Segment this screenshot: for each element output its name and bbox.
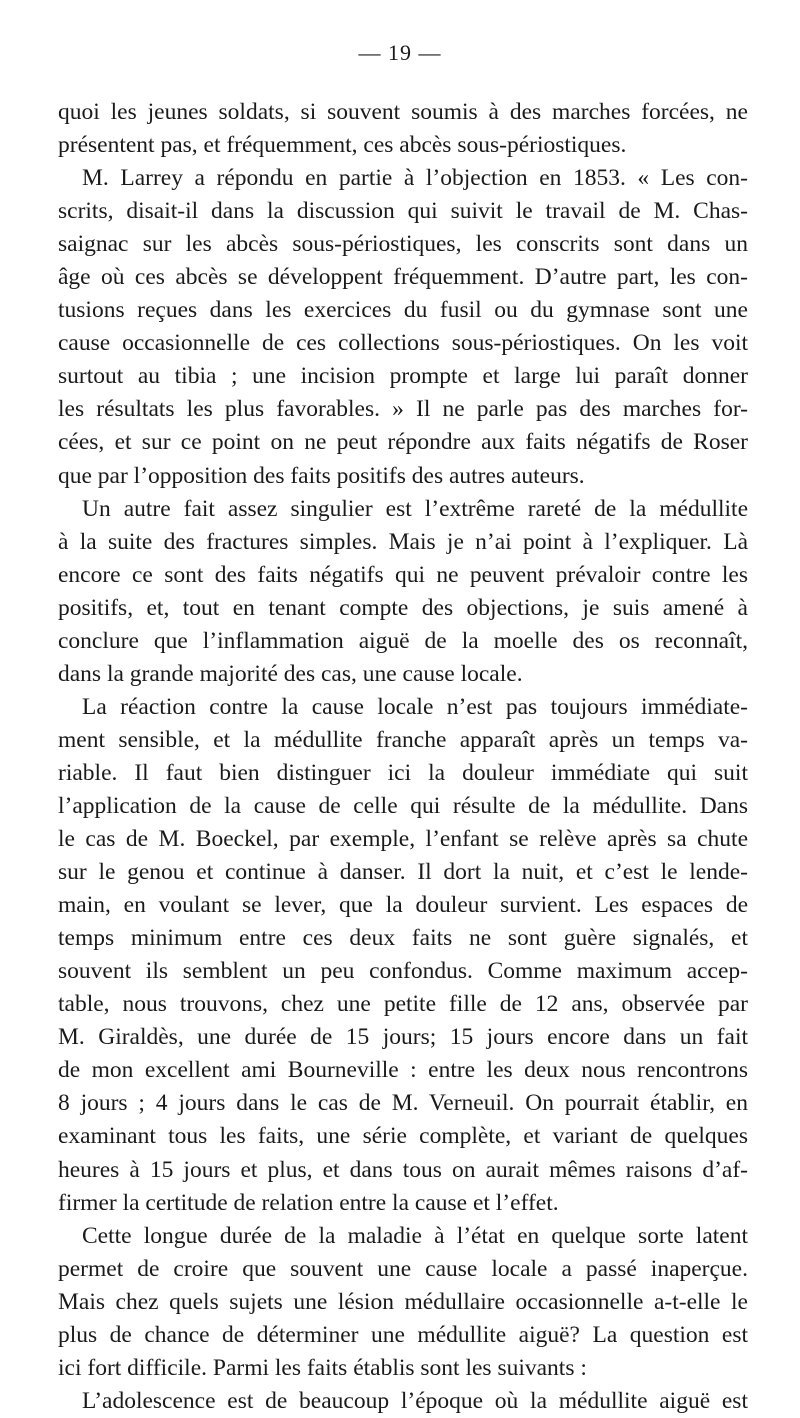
text-line: cées, et sur ce point on ne peut répondre aux faits négatifs de Roser — [58, 429, 748, 456]
text-line: ici fort difficile. Parmi les faits établis sont les suivants : — [58, 1354, 587, 1381]
text-line: 8 jours ; 4 jours dans le cas de M. Verneuil. On pourrait établir, en — [58, 1090, 748, 1117]
text-line: encore ce sont des faits négatifs qui ne peuvent prévaloir contre les — [58, 561, 748, 588]
text-line: à la suite des fractures simples. Mais je n’ai point à l’expliquer. Là — [58, 528, 748, 555]
text-line: Un autre fait assez singulier est l’extrême rareté de la médullite — [82, 495, 748, 522]
text-line: permet de croire que souvent une cause locale a passé inaperçue. — [58, 1255, 748, 1282]
text-line: firmer la certitude de relation entre la cause et l’effet. — [58, 1189, 559, 1216]
text-line: de mon excellent ami Bourneville : entre les deux nous rencontrons — [58, 1057, 748, 1084]
text-line: scrits, disait-il dans la discussion qui suivit le travail de M. Chas- — [58, 198, 748, 225]
page-number: — 19 — — [358, 40, 442, 65]
text-line: M. Larrey a répondu en partie à l’objection en 1853. « Les con- — [82, 165, 748, 192]
text-line: cause occasionnelle de ces collections sous-périostiques. On les voit — [58, 330, 748, 357]
text-line: quoi les jeunes soldats, si souvent soumis à des marches forcées, ne — [58, 99, 748, 125]
text-line: que par l’opposition des faits positifs des autres auteurs. — [58, 462, 585, 489]
text-line: âge où ces abcès se développent fréquemment. D’autre part, les con- — [58, 264, 748, 291]
text-line: surtout au tibia ; une incision prompte et large lui paraît donner — [58, 363, 748, 390]
text-line: ment sensible, et la médullite franche apparaît après un temps va- — [58, 726, 748, 753]
text-line: saignac sur les abcès sous-périostiques, les conscrits sont dans un — [58, 231, 748, 258]
text-line: table, nous trouvons, chez une petite fille de 12 ans, observée par — [58, 991, 748, 1018]
text-line: M. Giraldès, une durée de 15 jours; 15 jours encore dans un fait — [58, 1024, 748, 1051]
text-line: souvent ils semblent un peu confondus. Comme maximum accep- — [58, 958, 748, 985]
text-line: tusions reçues dans les exercices du fusil ou du gymnase sont une — [58, 297, 748, 324]
text-line: examinant tous les faits, une série complète, et variant de quelques — [58, 1123, 748, 1150]
text-line: l’application de la cause de celle qui résulte de la médullite. Dans — [58, 792, 748, 819]
text-line: Cette longue durée de la maladie à l’état en quelque sorte latent — [82, 1222, 748, 1249]
text-line: temps minimum entre ces deux faits ne sont guère signalés, et — [58, 925, 748, 952]
text-line: main, en voulant se lever, que la douleur survient. Les espaces de — [58, 892, 748, 919]
text-line: présentent pas, et fréquemment, ces abcès sous-périostiques. — [58, 132, 627, 159]
text-line: plus de chance de déterminer une médullite aiguë? La question est — [58, 1321, 748, 1348]
text-line: sur le genou et continue à danser. Il dort la nuit, et c’est le lende- — [58, 859, 748, 886]
text-line: positifs, et, tout en tenant compte des objections, je suis amené à — [58, 594, 748, 621]
text-line: L’adolescence est de beaucoup l’époque où la médullite aiguë est — [82, 1387, 748, 1414]
text-line: riable. Il faut bien distinguer ici la douleur immédiate qui suit — [58, 759, 748, 786]
text-line: Mais chez quels sujets une lésion médullaire occasionnelle a-t-elle le — [58, 1288, 748, 1315]
text-line: le cas de M. Boeckel, par exemple, l’enfant se relève après sa chute — [58, 826, 748, 853]
body-text — [58, 96, 748, 1418]
text-line: les résultats les plus favorables. » Il ne parle pas des marches for- — [58, 396, 748, 423]
text-line: La réaction contre la cause locale n’est pas toujours immédiate- — [82, 693, 748, 720]
text-line: heures à 15 jours et plus, et dans tous on aurait mêmes raisons d’af- — [58, 1156, 748, 1183]
text-line: dans la grande majorité des cas, une cause locale. — [58, 660, 523, 687]
text-line: conclure que l’inflammation aiguë de la moelle des os reconnaît, — [58, 627, 748, 654]
